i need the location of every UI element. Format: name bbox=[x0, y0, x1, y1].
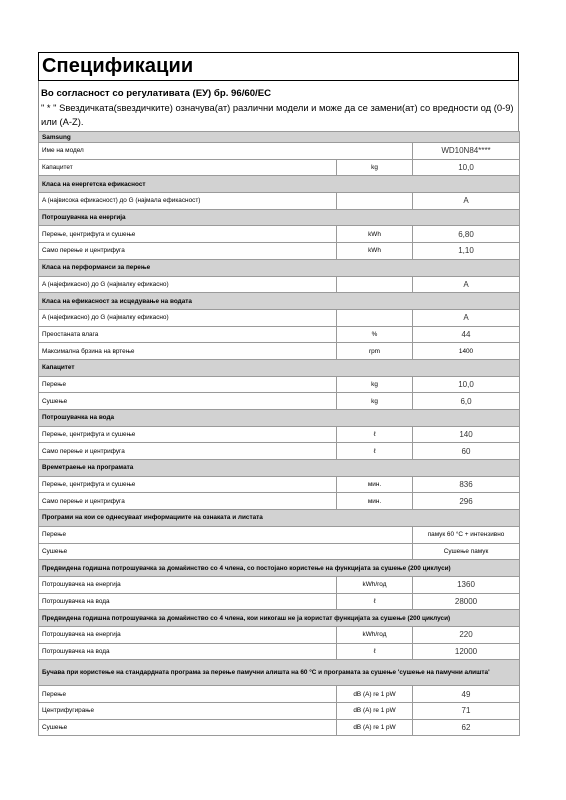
spec-unit bbox=[337, 309, 413, 326]
section-header bbox=[39, 460, 520, 477]
model-row bbox=[39, 143, 520, 160]
section-header bbox=[39, 209, 520, 226]
spec-value: Сушење памук bbox=[413, 543, 520, 560]
spec-label: Перење, центрифуга и сушење bbox=[39, 476, 337, 493]
spec-value: 836 bbox=[413, 476, 520, 493]
spec-value: 1360 bbox=[413, 576, 520, 593]
section-title: Потрошувачка на вода bbox=[39, 410, 520, 427]
spec-label: Сушење bbox=[39, 719, 337, 736]
spec-unit bbox=[337, 193, 413, 210]
spec-row bbox=[39, 493, 520, 510]
section-header bbox=[39, 176, 520, 193]
spec-label: Перење bbox=[39, 686, 337, 703]
spec-value: 6,0 bbox=[413, 393, 520, 410]
spec-unit: kWh bbox=[337, 226, 413, 243]
spec-label: Само перење и центрифуга bbox=[39, 443, 337, 460]
section-header bbox=[39, 259, 520, 276]
spec-value: 6,80 bbox=[413, 226, 520, 243]
section-title: Класа на енергетска ефикасност bbox=[39, 176, 520, 193]
spec-value: памук 60 °C + интензивно bbox=[413, 526, 520, 543]
section-title: Времетраење на програмата bbox=[39, 460, 520, 477]
spec-value: 60 bbox=[413, 443, 520, 460]
spec-unit: мин. bbox=[337, 493, 413, 510]
asterisk-note: " * " Sвездичката(ѕвездичките) означува(ат) различни модели и може да се замени(ат) со вредности од (0-9) или (A-Z). bbox=[41, 102, 514, 127]
spec-row bbox=[39, 226, 520, 243]
spec-row bbox=[39, 576, 520, 593]
spec-value: A bbox=[413, 276, 520, 293]
spec-unit: dB (A) re 1 pW bbox=[337, 703, 413, 720]
spec-label: Перење bbox=[39, 376, 337, 393]
section-header bbox=[39, 560, 520, 577]
spec-unit: ℓ bbox=[337, 426, 413, 443]
section-title: Предвидена годишна потрошувачка за домаќинство со 4 члена, кои никогаш не ја користат функцијата за сушење (200 циклуси) bbox=[39, 610, 520, 627]
capacity-row bbox=[39, 159, 520, 176]
spec-value: 71 bbox=[413, 703, 520, 720]
spec-row bbox=[39, 243, 520, 260]
brand-label: Samsung bbox=[39, 132, 520, 143]
spec-label: Потрошувачка на вода bbox=[39, 593, 337, 610]
spec-label: A (најефикасно) до G (најмалку ефикасно) bbox=[39, 276, 337, 293]
spec-label: Максимална брзина на вртење bbox=[39, 343, 337, 360]
section-header bbox=[39, 359, 520, 376]
spec-row bbox=[39, 326, 520, 343]
spec-unit bbox=[337, 276, 413, 293]
spec-unit: ℓ bbox=[337, 443, 413, 460]
spec-table bbox=[38, 131, 520, 736]
spec-unit: kg bbox=[337, 393, 413, 410]
page-title: Спецификации bbox=[42, 55, 194, 77]
spec-value: 44 bbox=[413, 326, 520, 343]
section-title: Капацитет bbox=[39, 359, 520, 376]
spec-value: 1400 bbox=[413, 343, 520, 360]
section-header bbox=[39, 510, 520, 527]
spec-value: 1,10 bbox=[413, 243, 520, 260]
spec-value: 140 bbox=[413, 426, 520, 443]
section-header bbox=[39, 660, 520, 686]
spec-unit: rpm bbox=[337, 343, 413, 360]
title-box bbox=[38, 52, 519, 81]
spec-row bbox=[39, 526, 520, 543]
model-value: WD10N84**** bbox=[413, 143, 520, 160]
spec-value: 10,0 bbox=[413, 376, 520, 393]
capacity-unit: kg bbox=[337, 159, 413, 176]
spec-label: A (највисока ефикасност) до G (најмала ефикасност) bbox=[39, 193, 337, 210]
section-title: Класа на ефикасност за исцедување на водата bbox=[39, 293, 520, 310]
spec-row bbox=[39, 643, 520, 660]
spec-unit: ℓ bbox=[337, 643, 413, 660]
capacity-label: Капацитет bbox=[39, 159, 337, 176]
spec-row bbox=[39, 719, 520, 736]
section-header bbox=[39, 410, 520, 427]
spec-unit: kWh bbox=[337, 243, 413, 260]
spec-row bbox=[39, 376, 520, 393]
spec-value: A bbox=[413, 193, 520, 210]
section-title: Програми на кои се однесуваат информациите на ознаката и листата bbox=[39, 510, 520, 527]
spec-value: 296 bbox=[413, 493, 520, 510]
spec-unit: мин. bbox=[337, 476, 413, 493]
spec-unit: dB (A) re 1 pW bbox=[337, 686, 413, 703]
spec-label: Сушење bbox=[39, 393, 337, 410]
spec-row bbox=[39, 686, 520, 703]
spec-label: Перење bbox=[39, 526, 413, 543]
spec-sheet bbox=[38, 52, 519, 736]
spec-value: 220 bbox=[413, 626, 520, 643]
spec-label: Сушење bbox=[39, 543, 413, 560]
spec-label: Центрифугирање bbox=[39, 703, 337, 720]
spec-value: 28000 bbox=[413, 593, 520, 610]
spec-row bbox=[39, 703, 520, 720]
spec-label: Потрошувачка на енергија bbox=[39, 576, 337, 593]
section-header bbox=[39, 293, 520, 310]
spec-row bbox=[39, 309, 520, 326]
section-title: Потрошувачка на енергија bbox=[39, 209, 520, 226]
spec-unit: kWh/год bbox=[337, 576, 413, 593]
capacity-value: 10,0 bbox=[413, 159, 520, 176]
section-header bbox=[39, 610, 520, 627]
spec-row bbox=[39, 593, 520, 610]
spec-value: A bbox=[413, 309, 520, 326]
spec-label: Перење, центрифуга и сушење bbox=[39, 226, 337, 243]
spec-label: Само перење и центрифуга bbox=[39, 243, 337, 260]
spec-value: 12000 bbox=[413, 643, 520, 660]
spec-label: Перење, центрифуга и сушење bbox=[39, 426, 337, 443]
spec-unit: ℓ bbox=[337, 593, 413, 610]
spec-row bbox=[39, 543, 520, 560]
spec-row bbox=[39, 476, 520, 493]
section-title: Бучава при користење на стандардната програма за перење памучни алишта на 60 °C и програмата за сушење 'сушење на памучни алишта' bbox=[39, 660, 520, 686]
spec-unit: kWh/год bbox=[337, 626, 413, 643]
spec-unit: dB (A) re 1 pW bbox=[337, 719, 413, 736]
spec-row bbox=[39, 276, 520, 293]
spec-value: 49 bbox=[413, 686, 520, 703]
brand-row bbox=[39, 132, 520, 143]
spec-unit: % bbox=[337, 326, 413, 343]
spec-label: Само перење и центрифуга bbox=[39, 493, 337, 510]
intro-block bbox=[38, 81, 519, 131]
spec-row bbox=[39, 426, 520, 443]
spec-label: Потрошувачка на енергија bbox=[39, 626, 337, 643]
section-title: Класа на перформанси за перење bbox=[39, 259, 520, 276]
spec-row bbox=[39, 626, 520, 643]
spec-row bbox=[39, 393, 520, 410]
spec-label: Преостаната влага bbox=[39, 326, 337, 343]
spec-value: 62 bbox=[413, 719, 520, 736]
spec-row bbox=[39, 443, 520, 460]
model-label: Име на модел bbox=[39, 143, 413, 160]
spec-row bbox=[39, 193, 520, 210]
spec-row bbox=[39, 343, 520, 360]
spec-label: Потрошувачка на вода bbox=[39, 643, 337, 660]
spec-label: A (најефикасно) до G (најмалку ефикасно) bbox=[39, 309, 337, 326]
regulation-heading: Во согласност со регулативата (ЕУ) бр. 96/60/EC bbox=[41, 88, 272, 99]
section-title: Предвидена годишна потрошувачка за домаќинство со 4 члена, со постојано користење на функцијата за сушење (200 циклуси) bbox=[39, 560, 520, 577]
spec-unit: kg bbox=[337, 376, 413, 393]
